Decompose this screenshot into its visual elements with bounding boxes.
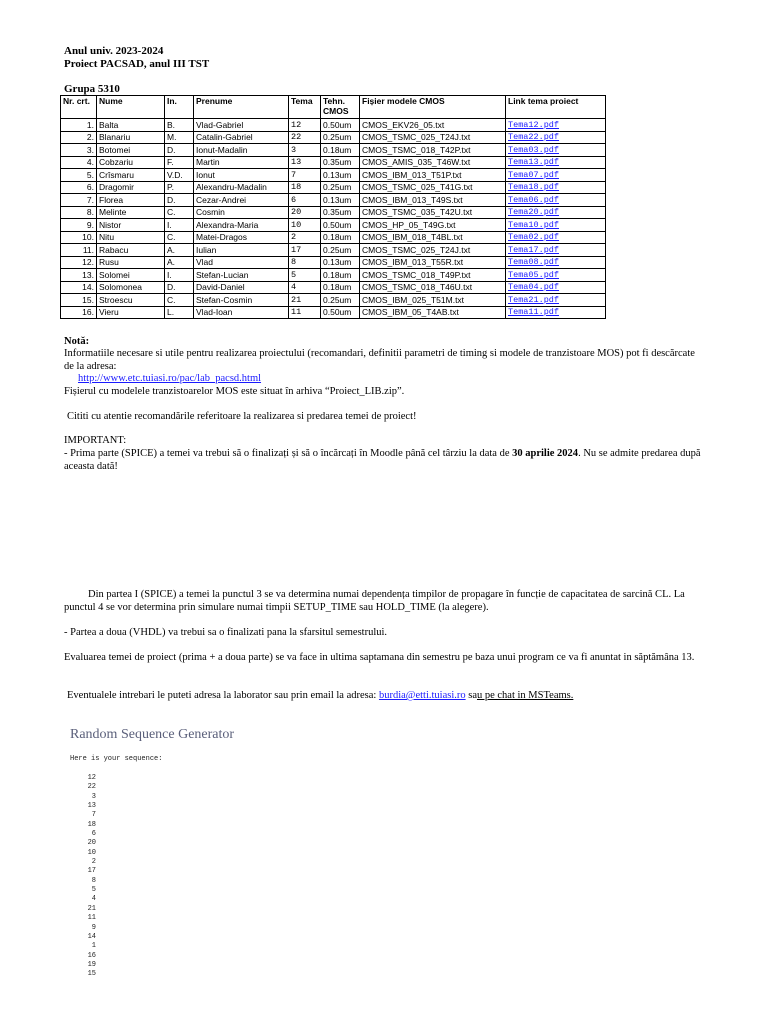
cell-prenume: Ionut-Madalin — [194, 144, 289, 157]
cell-link[interactable]: Tema11.pdf — [506, 306, 606, 319]
cell-tema: 11 — [289, 306, 321, 319]
cell-nr: 6. — [61, 181, 97, 194]
cell-link[interactable]: Tema06.pdf — [506, 194, 606, 207]
note-models: Fișierul cu modelele tranzistoarelor MOS este situat în arhiva “Proiect_LIB.zip”. — [64, 386, 405, 397]
table-row — [61, 231, 606, 244]
cell-prenume: Vlad — [194, 256, 289, 269]
cell-tehn: 0.18um — [321, 281, 360, 294]
sequence-item: 9 — [91, 923, 96, 932]
cell-tehn: 0.25um — [321, 294, 360, 307]
sequence-item: 21 — [87, 904, 96, 913]
cell-fisier: CMOS_TSMC_025_T41G.txt — [360, 181, 506, 194]
table-row — [61, 144, 606, 157]
cell-link[interactable]: Tema08.pdf — [506, 256, 606, 269]
cell-tema: 10 — [289, 219, 321, 232]
col-header-nume: Nume — [97, 96, 165, 119]
cell-link[interactable]: Tema04.pdf — [506, 281, 606, 294]
cell-nume: Stroescu — [97, 294, 165, 307]
table-row — [61, 181, 606, 194]
sequence-item: 6 — [91, 830, 96, 839]
cell-in: C. — [165, 206, 194, 219]
cell-link[interactable]: Tema13.pdf — [506, 156, 606, 169]
cell-link[interactable]: Tema12.pdf — [506, 119, 606, 132]
rsg-subtitle: Here is your sequence: — [70, 755, 163, 763]
cell-in: A. — [165, 244, 194, 257]
cell-fisier: CMOS_TSMC_018_T49P.txt — [360, 269, 506, 282]
cell-fisier: CMOS_IBM_05_T4AB.txt — [360, 306, 506, 319]
cell-nume: Florea — [97, 194, 165, 207]
table-row — [61, 119, 606, 132]
cell-prenume: Alexandru-Madalin — [194, 181, 289, 194]
cell-tema: 4 — [289, 281, 321, 294]
cell-in: F. — [165, 156, 194, 169]
table-row — [61, 281, 606, 294]
email-link[interactable]: burdia@etti.tuiasi.ro — [378, 690, 466, 701]
cell-nume: Botomei — [97, 144, 165, 157]
cell-tehn: 0.13um — [321, 169, 360, 182]
cell-nr: 2. — [61, 131, 97, 144]
cell-link[interactable]: Tema18.pdf — [506, 181, 606, 194]
col-header-nr: Nr. crt. — [61, 96, 97, 119]
cell-fisier: CMOS_IBM_025_T51M.txt — [360, 294, 506, 307]
important-text-before: - Prima parte (SPICE) a temei va trebui să o finalizați și să o încărcați în Moodle până cel târziu la data de — [64, 448, 513, 459]
cell-in: I. — [165, 269, 194, 282]
cell-fisier: CMOS_IBM_013_T49S.txt — [360, 194, 506, 207]
cell-prenume: Iulian — [194, 244, 289, 257]
cell-tema: 17 — [289, 244, 321, 257]
table-row — [61, 294, 606, 307]
cell-nume: Blanariu — [97, 131, 165, 144]
cell-fisier: CMOS_TSMC_018_T46U.txt — [360, 281, 506, 294]
cell-tema: 18 — [289, 181, 321, 194]
cell-tehn: 0.50um — [321, 306, 360, 319]
note-questions — [67, 689, 707, 702]
col-header-prenume: Prenume — [194, 96, 289, 119]
cell-nr: 14. — [61, 281, 97, 294]
cell-nr: 3. — [61, 144, 97, 157]
note-vhdl: - Partea a doua (VHDL) va trebui sa o finalizati pana la sfarsitul semestrului. — [64, 627, 388, 638]
sequence-item: 20 — [87, 839, 96, 848]
cell-tema: 2 — [289, 231, 321, 244]
cell-prenume: Cezar-Andrei — [194, 194, 289, 207]
cell-in: A. — [165, 256, 194, 269]
lab-url-link[interactable]: http://www.etc.tuiasi.ro/pac/lab_pacsd.html — [78, 373, 262, 384]
cell-tema: 12 — [289, 119, 321, 132]
col-header-fisier: Fișier modele CMOS — [360, 96, 506, 119]
cell-nume: Rusu — [97, 256, 165, 269]
sequence-item: 12 — [87, 774, 96, 782]
cell-tema: 3 — [289, 144, 321, 157]
cell-nr: 16. — [61, 306, 97, 319]
sequence-item: 4 — [91, 895, 96, 904]
cell-prenume: Vlad-Ioan — [194, 306, 289, 319]
col-header-in: In. — [165, 96, 194, 119]
cell-tema: 21 — [289, 294, 321, 307]
note-spice: Din partea I (SPICE) a temei la punctul 3 se va determina numai dependența timpilor de propagare în funcție de capacitatea de sarcină CL. La punctul 4 se vor determina prin simulare numai timpii SETUP_TIME sau HOLD_TIME (la alegere). — [64, 589, 685, 613]
cell-tehn: 0.18um — [321, 269, 360, 282]
cell-link[interactable]: Tema07.pdf — [506, 169, 606, 182]
cell-fisier: CMOS_TSMC_035_T42U.txt — [360, 206, 506, 219]
sequence-item: 7 — [91, 811, 96, 820]
cell-nume: Nitu — [97, 231, 165, 244]
cell-fisier: CMOS_AMIS_035_T46W.txt — [360, 156, 506, 169]
questions-text-mid: sa — [465, 690, 477, 701]
cell-prenume: Matei-Dragos — [194, 231, 289, 244]
cell-prenume: Cosmin — [194, 206, 289, 219]
sequence-item: 13 — [87, 802, 96, 811]
cell-fisier: CMOS_HP_05_T49G.txt — [360, 219, 506, 232]
cell-prenume: David-Daniel — [194, 281, 289, 294]
cell-tehn: 0.13um — [321, 194, 360, 207]
cell-tehn: 0.18um — [321, 144, 360, 157]
sequence-item: 19 — [87, 960, 96, 969]
sequence-item: 1 — [91, 942, 96, 951]
table-row — [61, 206, 606, 219]
cell-nr: 7. — [61, 194, 97, 207]
col-header-tehn: Tehn. CMOS — [321, 96, 360, 119]
cell-link[interactable]: Tema17.pdf — [506, 244, 606, 257]
sequence-list — [80, 774, 96, 980]
cell-in: D. — [165, 194, 194, 207]
cell-tema: 6 — [289, 194, 321, 207]
cell-fisier: CMOS_IBM_018_T4BL.txt — [360, 231, 506, 244]
cell-nr: 4. — [61, 156, 97, 169]
cell-in: D. — [165, 144, 194, 157]
cell-nr: 1. — [61, 119, 97, 132]
important-text-after: . Nu se admite predarea după aceasta dată! — [64, 448, 701, 472]
table-row — [61, 194, 606, 207]
cell-fisier: CMOS_TSMC_018_T42P.txt — [360, 144, 506, 157]
cell-tehn: 0.50um — [321, 219, 360, 232]
teams-chat-link[interactable]: u pe chat in MSTeams. — [476, 690, 574, 701]
cell-prenume: Alexandra-Maria — [194, 219, 289, 232]
cell-nume: Solomonea — [97, 281, 165, 294]
cell-link[interactable]: Tema20.pdf — [506, 206, 606, 219]
cell-nume: Melinte — [97, 206, 165, 219]
cell-tehn: 0.50um — [321, 119, 360, 132]
cell-in: M. — [165, 131, 194, 144]
student-table — [60, 95, 606, 319]
sequence-item: 14 — [87, 932, 96, 941]
cell-fisier: CMOS_IBM_013_T55R.txt — [360, 256, 506, 269]
sequence-item: 17 — [87, 867, 96, 876]
cell-prenume: Ionut — [194, 169, 289, 182]
cell-in: V.D. — [165, 169, 194, 182]
note-info: Informatiile necesare si utile pentru realizarea proiectului (recomandari, definitii parametri de timing si modele de tranzistoare MOS) pot fi descărcate de la adresa: — [64, 348, 695, 372]
questions-text-before: Eventualele intrebari le puteti adresa la laborator sau prin email la adresa: — [67, 690, 379, 701]
sequence-item: 8 — [91, 876, 96, 885]
cell-nr: 5. — [61, 169, 97, 182]
cell-nume: Solomei — [97, 269, 165, 282]
cell-fisier: CMOS_EKV26_05.txt — [360, 119, 506, 132]
table-row — [61, 306, 606, 319]
cell-nume: Nistor — [97, 219, 165, 232]
cell-tema: 5 — [289, 269, 321, 282]
group-label: Grupa 5310 — [64, 83, 120, 95]
cell-tehn: 0.13um — [321, 256, 360, 269]
sequence-item: 11 — [87, 914, 96, 923]
deadline-date: 30 aprilie 2024 — [512, 448, 579, 459]
cell-nr: 11. — [61, 244, 97, 257]
cell-nr: 9. — [61, 219, 97, 232]
cell-link[interactable]: Tema05.pdf — [506, 269, 606, 282]
cell-nume: Balta — [97, 119, 165, 132]
cell-link[interactable]: Tema10.pdf — [506, 219, 606, 232]
cell-fisier: CMOS_TSMC_025_T24J.txt — [360, 244, 506, 257]
sequence-item: 10 — [87, 848, 96, 857]
table-row — [61, 131, 606, 144]
cell-in: L. — [165, 306, 194, 319]
sequence-item: 18 — [87, 820, 96, 829]
table-row — [61, 219, 606, 232]
academic-year: Anul univ. 2023-2024 — [64, 45, 164, 57]
cell-in: B. — [165, 119, 194, 132]
cell-tehn: 0.18um — [321, 231, 360, 244]
sequence-item: 16 — [87, 951, 96, 960]
cell-prenume: Martin — [194, 156, 289, 169]
table-row — [61, 169, 606, 182]
project-title: Proiect PACSAD, anul III TST — [64, 58, 210, 70]
rsg-title: Random Sequence Generator — [70, 727, 235, 742]
cell-in: P. — [165, 181, 194, 194]
sequence-item: 3 — [91, 792, 96, 801]
cell-in: D. — [165, 281, 194, 294]
sequence-item: 2 — [91, 858, 96, 867]
col-header-tema: Tema — [289, 96, 321, 119]
cell-nume: Vieru — [97, 306, 165, 319]
cell-in: C. — [165, 294, 194, 307]
cell-prenume: Stefan-Lucian — [194, 269, 289, 282]
cell-nr: 8. — [61, 206, 97, 219]
cell-tehn: 0.25um — [321, 131, 360, 144]
note-read: Cititi cu atentie recomandările referitoare la realizarea si predarea temei de proiect! — [67, 411, 417, 422]
cell-link[interactable]: Tema22.pdf — [506, 131, 606, 144]
important-label: IMPORTANT: — [64, 435, 127, 446]
table-row — [61, 156, 606, 169]
cell-fisier: CMOS_TSMC_025_T24J.txt — [360, 131, 506, 144]
cell-nr: 13. — [61, 269, 97, 282]
cell-fisier: CMOS_IBM_013_T51P.txt — [360, 169, 506, 182]
sequence-item: 22 — [87, 783, 96, 792]
table-header-row — [61, 96, 606, 119]
cell-tehn: 0.35um — [321, 206, 360, 219]
cell-in: I. — [165, 219, 194, 232]
sequence-item: 15 — [87, 970, 96, 979]
cell-tehn: 0.25um — [321, 181, 360, 194]
important-text — [64, 447, 704, 473]
cell-link[interactable]: Tema21.pdf — [506, 294, 606, 307]
cell-prenume: Vlad-Gabriel — [194, 119, 289, 132]
table-row — [61, 256, 606, 269]
cell-tema: 20 — [289, 206, 321, 219]
cell-tehn: 0.35um — [321, 156, 360, 169]
cell-tema: 13 — [289, 156, 321, 169]
col-header-link: Link tema proiect — [506, 96, 606, 119]
cell-nume: Dragomir — [97, 181, 165, 194]
cell-tema: 8 — [289, 256, 321, 269]
cell-tema: 22 — [289, 131, 321, 144]
cell-nume: Rabacu — [97, 244, 165, 257]
cell-nr: 10. — [61, 231, 97, 244]
note-heading: Notă: — [64, 336, 90, 347]
cell-prenume: Catalin-Gabriel — [194, 131, 289, 144]
cell-tehn: 0.25um — [321, 244, 360, 257]
cell-link[interactable]: Tema02.pdf — [506, 231, 606, 244]
table-row — [61, 244, 606, 257]
cell-in: C. — [165, 231, 194, 244]
cell-tema: 7 — [289, 169, 321, 182]
cell-nume: Cobzariu — [97, 156, 165, 169]
cell-nr: 12. — [61, 256, 97, 269]
cell-link[interactable]: Tema03.pdf — [506, 144, 606, 157]
table-row — [61, 269, 606, 282]
cell-prenume: Stefan-Cosmin — [194, 294, 289, 307]
sequence-item: 5 — [91, 886, 96, 895]
note-evaluation: Evaluarea temei de proiect (prima + a doua parte) se va face in ultima saptamana din semestru pe baza unui program ce va fi anuntat in săptămâna 13. — [64, 652, 695, 663]
cell-nr: 15. — [61, 294, 97, 307]
cell-nume: Crîsmaru — [97, 169, 165, 182]
